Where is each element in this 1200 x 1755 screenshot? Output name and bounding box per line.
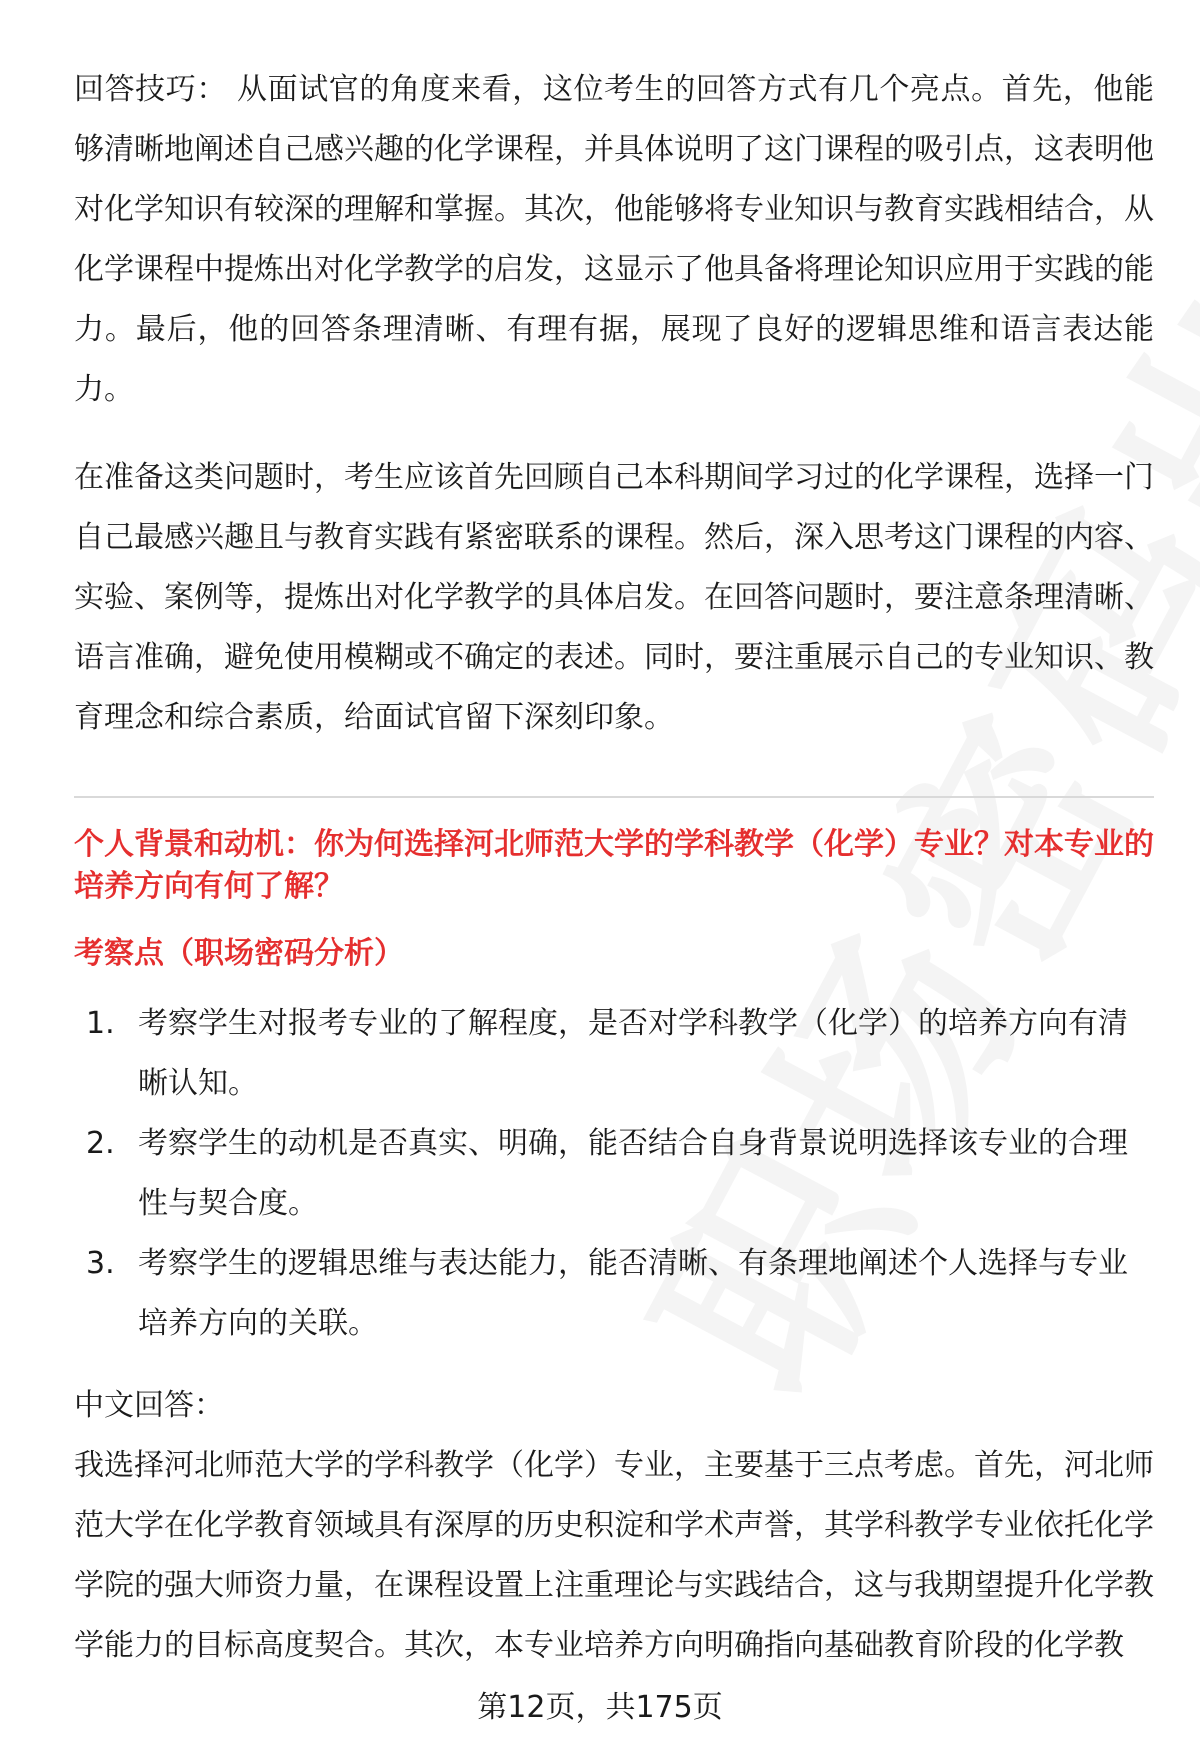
list-item-text: 考察学生对报考专业的了解程度，是否对学科教学（化学）的培养方向有清晰认知。 — [138, 1006, 1128, 1101]
prep-paragraph: 在准备这类问题时，考生应该首先回顾自己本科期间学习过的化学课程，选择一门自己最感兴趣且与教育实践有紧密联系的课程。然后，深入思考这门课程的内容、实验、案例等，提炼出对化学教学的具体启发。在回答问题时，要注意条理清晰、语言准确，避免使用模糊或不确定的表述。同时，要注重展示自己的专业知识、教育理念和综合素质，给面试官留下深刻印象。 — [74, 460, 1154, 735]
section-divider — [74, 796, 1154, 798]
answer-text: 我选择河北师范大学的学科教学（化学）专业，主要基于三点考虑。首先，河北师范大学在化学教育领域具有深厚的历史积淀和学术声誉，其学科教学专业依托化学学院的强大师资力量，在课程设置上注重理论与实践结合，这与我期望提升化学教学能力的目标高度契合。其次，本专业培养方向明确指向基础教育阶段的化学教 — [74, 1448, 1154, 1663]
page-number: 第12页，共175页 — [477, 1690, 723, 1725]
question-heading: 个人背景和动机：你为何选择河北师范大学的学科教学（化学）专业？对本专业的培养方向有何了解？ — [74, 827, 1154, 904]
list-item — [74, 1234, 1154, 1354]
list-item-text: 考察学生的动机是否真实、明确，能否结合自身背景说明选择该专业的合理性与契合度。 — [138, 1126, 1128, 1221]
exam-points-title: 考察点（职场密码分析） — [74, 936, 404, 971]
list-item — [74, 994, 1154, 1114]
exam-points-list — [74, 994, 1154, 1354]
list-item-number: 2. — [86, 1126, 115, 1161]
tips-paragraph: 回答技巧： 从面试官的角度来看，这位考生的回答方式有几个亮点。首先，他能够清晰地阐述自己感兴趣的化学课程，并具体说明了这门课程的吸引点，这表明他对化学知识有较深的理解和掌握。其次，他能够将专业知识与教育实践相结合，从化学课程中提炼出对化学教学的启发，这显示了他具备将理论知识应用于实践的能力。最后，他的回答条理清晰、有理有据，展现了良好的逻辑思维和语言表达能力。 — [74, 72, 1154, 407]
list-item-number: 1. — [86, 1006, 115, 1041]
list-item-number: 3. — [86, 1246, 115, 1281]
list-item-text: 考察学生的逻辑思维与表达能力，能否清晰、有条理地阐述个人选择与专业培养方向的关联。 — [138, 1246, 1128, 1341]
answer-label: 中文回答： — [74, 1388, 224, 1423]
list-item — [74, 1114, 1154, 1234]
page-content — [74, 60, 1154, 1676]
